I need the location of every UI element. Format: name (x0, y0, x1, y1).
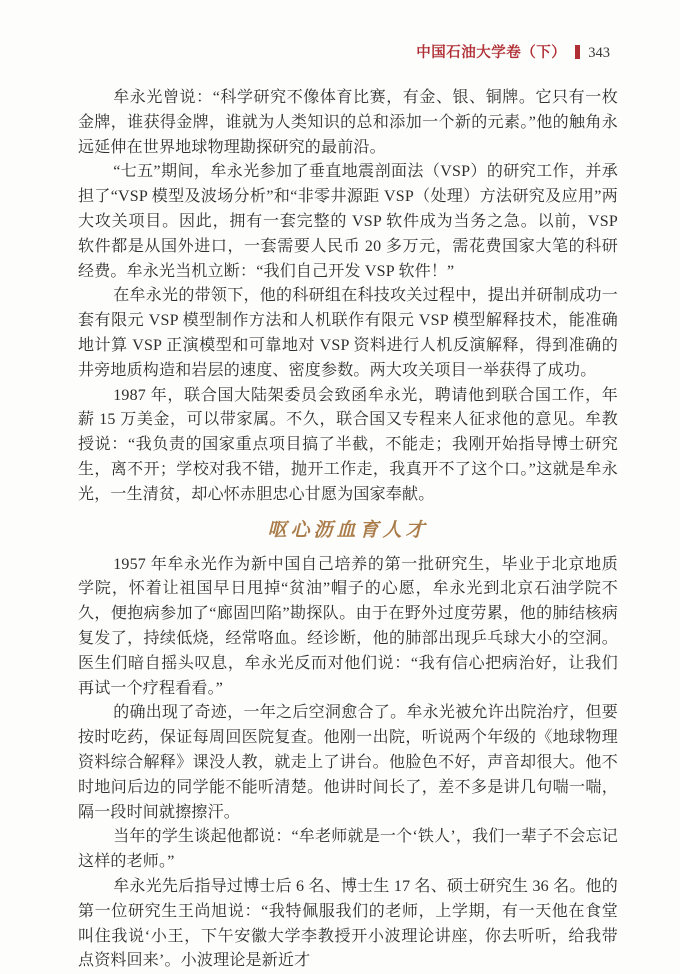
paragraph: 1987 年，联合国大陆架委员会致函牟永光，聘请他到联合国工作，年薪 15 万美金，可以带家属。不久，联合国又专程来人征求他的意见。牟教授说：“我负责的国家重点项目搞了半截，不能走；我刚开始指导博士研究生，离不开；学校对我不错，抛开工作走，我真开不了这个口。”这就是牟永光，一生清贫，却心怀赤胆忠心甘愿为国家奉献。 (78, 386, 618, 503)
paragraph: 1957 年牟永光作为新中国自己培养的第一批研究生，毕业于北京地质学院，怀着让祖国早日甩掉“贫油”帽子的心愿，牟永光到北京石油学院不久，便抱病参加了“廊固凹陷”勘探队。由于在野外过度劳累，他的肺结核病复发了，持续低烧，经常咯血。经诊断，他的肺部出现乒乓球大小的空洞。医生们暗自摇头叹息，牟永光反而对他们说：“我有信心把病治好，让我们再试一个疗程看看。” (78, 555, 618, 697)
paragraph: 牟永光先后指导过博士后 6 名、博士生 17 名、硕士研究生 36 名。他的第一位研究生王尚旭说：“我特佩服我们的老师，上学期，有一天他在食堂叫住我说‘小王，下午安徽大学李教授开小波理论讲座，你去听听，给我带点资料回来’。小波理论是新近才 (78, 877, 618, 970)
paragraph: 的确出现了奇迹，一年之后空洞愈合了。牟永光被允许出院治疗，但要按时吃药，保证每周回医院复查。他刚一出院，听说两个年级的《地球物理资料综合解释》课没人教，就走上了讲台。他脸色不好，声音却很大。他不时地问后边的同学能不能听清楚。他讲时间长了，差不多是讲几句喘一喘，隔一段时间就擦擦汗。 (78, 704, 618, 821)
section-heading: 呕心沥血育人才 (267, 519, 429, 541)
paragraph: 牟永光曾说：“科学研究不像体育比赛，有金、银、铜牌。它只有一枚金牌，谁获得金牌，谁就为人类知识的总和添加一个新的元素。”他的触角永远延伸在世界地球物理勘探研究的最前沿。 (78, 89, 618, 156)
running-header (0, 44, 610, 62)
paragraph: “七五”期间，牟永光参加了垂直地震剖面法（VSP）的研究工作，并承担了“VSP 模型及波场分析”和“非零井源距 VSP（处理）方法研究及应用”两大攻关项目。因此，拥有一套完整的 VSP 软件成为当务之急。以前，VSP 软件都是从国外进口，一套需要人民币 20 多万元，需花费国家大笔的科研经费。牟永光当机立断：“我们自己开发 VSP 软件！” (78, 163, 618, 280)
paragraph: 在牟永光的带领下，他的科研组在科技攻关过程中，提出并研制成功一套有限元 VSP 模型制作方法和人机联作有限元 VSP 模型解释技术，能准确地计算 VSP 正演模型和可靠地对 VSP 资料进行人机反演解释，得到准确的井旁地质构造和岩层的速度、密度参数。两大攻关项目一举获得了成功。 (78, 287, 618, 379)
paragraph: 当年的学生谈起他都说：“牟老师就是一个‘铁人’，我们一辈子不会忘记这样的老师。” (78, 828, 618, 871)
page-number: 343 (588, 45, 610, 61)
header-divider-bar (575, 45, 580, 59)
running-header-title: 中国石油大学卷（下） (416, 45, 567, 61)
body-text-block (78, 86, 618, 974)
